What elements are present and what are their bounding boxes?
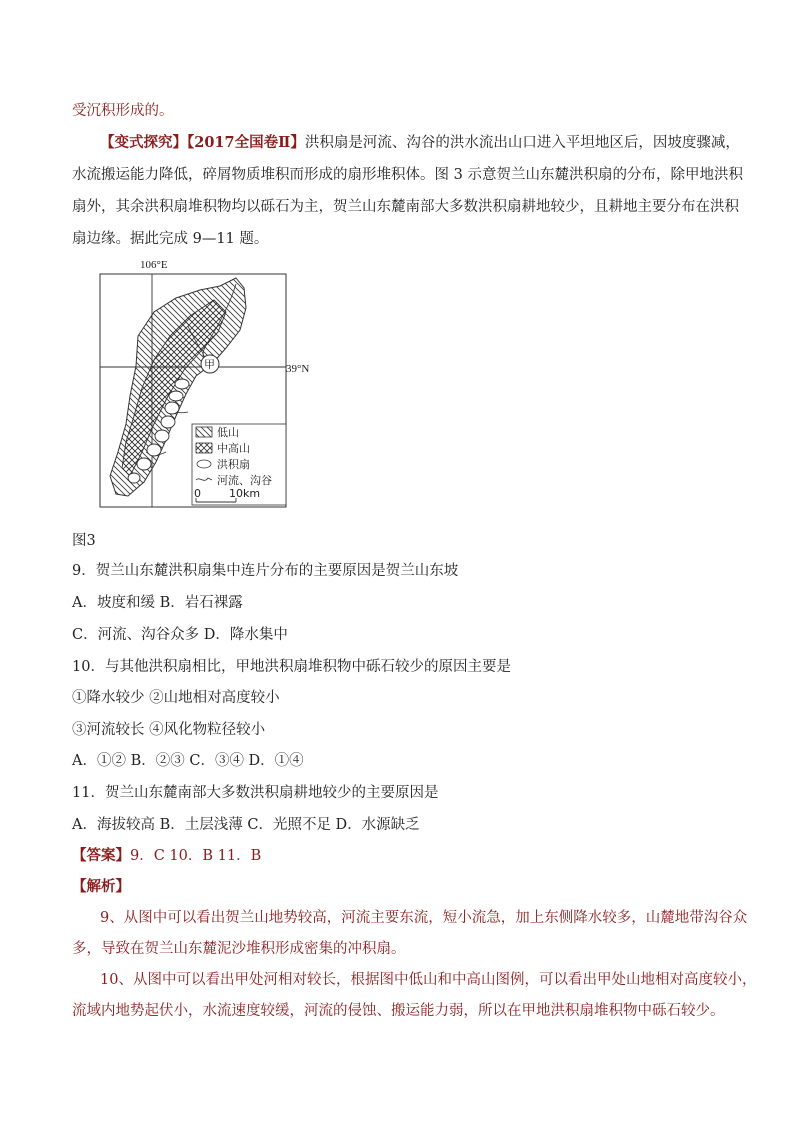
alluvial-fan [161,416,175,428]
alluvial-fan [147,444,161,456]
analysis-10-line-1: 10、从图中可以看出甲处河相对较长，根据图中低山和中高山图例，可以看出甲处山地相对高度较小， [100,972,757,988]
problem-line-3: 扇外，其余洪积扇堆积物均以砾石为主，贺兰山东麓南部大多数洪积扇耕地较少，且耕地主要分布在洪积 [72,199,739,215]
problem-line-4: 扇边缘。据此完成 9—11 题。 [72,231,269,247]
legend-low-mountain-label: 低山 [217,426,239,439]
question-11-options: A．海拔较高 B．土层浅薄 C．光照不足 D．水源缺乏 [72,817,420,833]
legend-alluvial-fan-label: 洪积扇 [217,458,250,471]
question-10-stem: 10．与其他洪积扇相比，甲地洪积扇堆积物中砾石较少的原因主要是 [72,659,511,675]
analysis-label: 【解析】 [72,878,130,895]
question-10-options: A．①② B．②③ C．③④ D．①④ [72,753,304,769]
answer-label: 【答案】 [72,847,130,864]
question-9-options-2: C．河流、沟谷众多 D．降水集中 [72,627,288,643]
analysis-9-line-2: 多，导致在贺兰山东麓泥沙堆积形成密集的冲积扇。 [72,941,406,957]
problem-line-2: 水流搬运能力降低，碎屑物质堆积而形成的扇形堆积体。图 3 示意贺兰山东麓洪积扇的分布，除甲地洪积 [72,167,743,183]
legend-mid-high-mountain-swatch [196,443,212,453]
intro-tail-text: 受沉积形成的。 [72,103,174,119]
scale-distance-label: 10km [229,487,261,500]
alluvial-fan [175,379,189,389]
legend-mid-high-mountain-label: 中高山 [217,442,250,455]
question-10-statements-2: ③河流较长 ④风化物粒径较小 [72,722,266,738]
exam-tag: 【2017全国卷Ⅱ】 [187,134,305,151]
latitude-label: 39°N [286,363,310,375]
site-jia-label: 甲 [204,358,215,371]
analysis-10-line-2: 流域内地势起伏小，水流速度较缓，河流的侵蚀、搬运能力弱，所以在甲地洪积扇堆积物中砾石较少。 [72,1003,725,1019]
variant-tag: 【变式探究】 [100,134,187,151]
legend-low-mountain-swatch [196,427,212,437]
helan-mountain-map [96,256,326,514]
legend-alluvial-fan-swatch [197,460,211,468]
scale-zero-label: 0 [194,487,201,500]
legend-river-label: 河流、沟谷 [217,474,272,487]
question-11-stem: 11．贺兰山东麓南部大多数洪积扇耕地较少的主要原因是 [72,785,439,801]
answer-line [72,846,261,866]
figure-caption: 图3 [72,533,96,549]
question-9-options-1: A．坡度和缓 B．岩石裸露 [72,595,243,611]
alluvial-fan [169,391,183,401]
question-10-statements-1: ①降水较少 ②山地相对高度较小 [72,690,280,706]
analysis-9-line-1: 9、从图中可以看出贺兰山地势较高，河流主要东流，短小流急，加上东侧降水较多，山麓地带沟谷众 [100,910,748,926]
question-9-stem: 9．贺兰山东麓洪积扇集中连片分布的主要原因是贺兰山东坡 [72,563,459,579]
map-legend [192,424,286,505]
alluvial-fan [155,430,169,442]
answer-text: 9．C 10．B 11．B [130,848,262,864]
problem-line-1 [100,133,740,153]
alluvial-fan [165,402,179,414]
longitude-label: 106°E [140,259,168,271]
problem-text-1: 洪积扇是河流、沟谷的洪水流出山口进入平坦地区后，因坡度骤减， [304,135,740,151]
alluvial-fan [128,473,140,483]
alluvial-fan [137,458,151,470]
